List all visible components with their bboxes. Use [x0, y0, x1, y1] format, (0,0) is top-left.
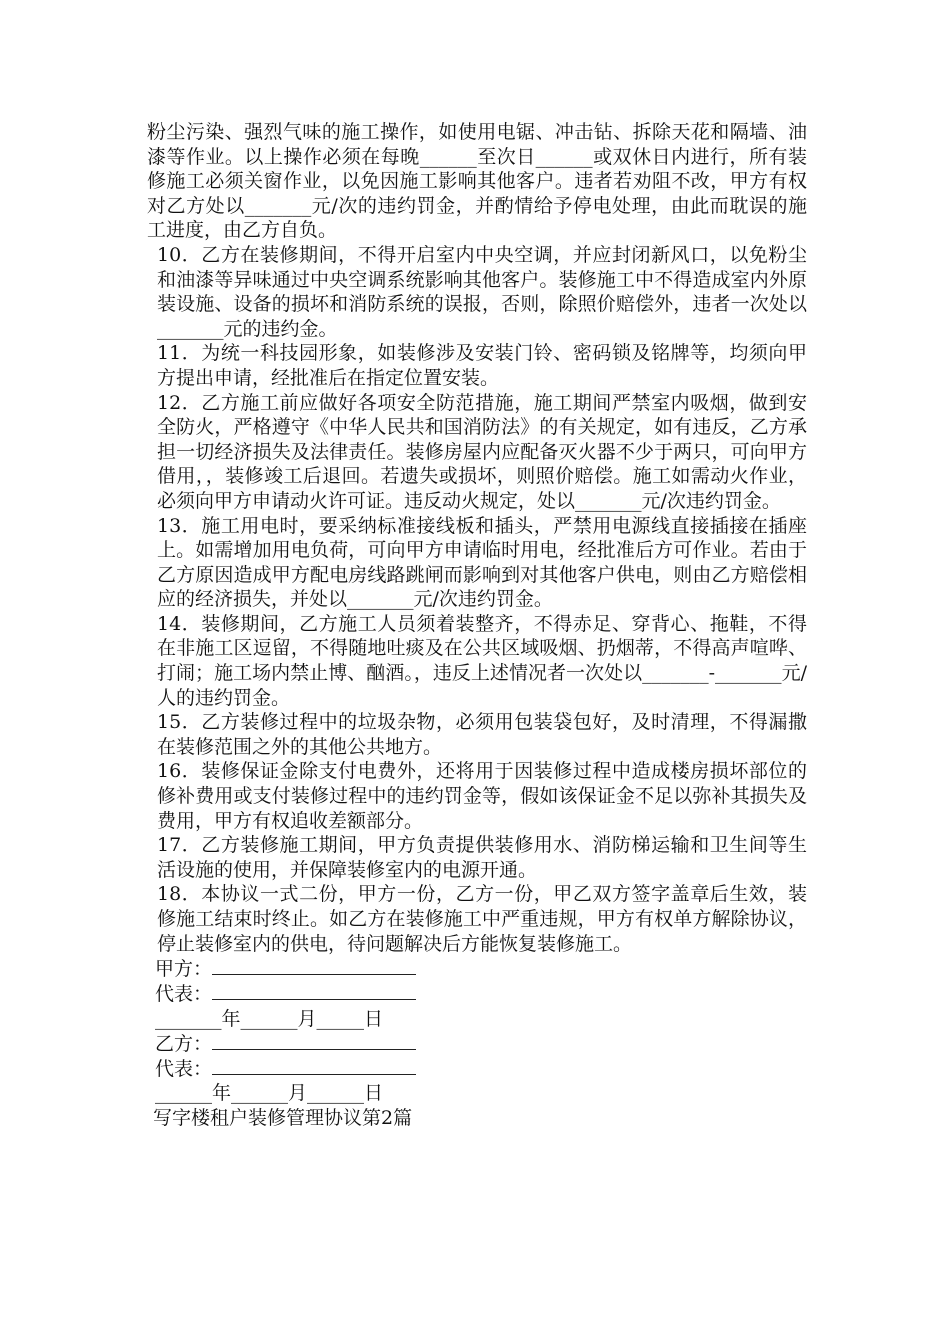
clause-14: 14．装修期间，乙方施工人员须着装整齐，不得赤足、穿背心、拖鞋，不得在非施工区逗留，不得随地吐痰及在公共区域吸烟、扔烟蒂，不得高声喧哗、打闹；施工场内禁止博、酗酒。，违反上述情况者一次处以_______-_______元/人的违约罚金。: [157, 612, 807, 709]
document-page: [147, 120, 807, 1131]
date-a: _______年______月_____日: [155, 1007, 384, 1030]
party-b-signature-line: [212, 1031, 416, 1050]
clause-11: 11．为统一科技园形象，如装修涉及安装门铃、密码锁及铭牌等，均须向甲方提出申请，经批准后在指定位置安装。: [157, 342, 807, 389]
rep-a-signature-line: [212, 981, 416, 1000]
clause-18: 18．本协议一式二份，甲方一份，乙方一份，甲乙双方签字盖章后生效，装修施工结束时终止。如乙方在装修施工中严重违规，甲方有权单方解除协议，停止装修室内的供电，待问题解决后方能恢复装修施工。: [157, 883, 807, 955]
rep-a-label: 代表：: [155, 983, 213, 1006]
party-b-label: 乙方：: [155, 1032, 213, 1055]
next-section-title: 写字楼租户装修管理协议第2篇: [153, 1107, 413, 1130]
clause-15: 15．乙方装修过程中的垃圾杂物，必须用包装袋包好，及时清理，不得漏撒在装修范围之外的其他公共地方。: [157, 711, 807, 758]
clause-9-continuation: 粉尘污染、强烈气味的施工操作，如使用电锯、冲击钻、拆除天花和隔墙、油漆等作业。以上操作必须在每晚______至次日______或双休日内进行，所有装修施工必须关窗作业，以免因施工影响其他客户。违者若劝阻不改，甲方有权对乙方处以_______元/次的违约罚金，并酌情给予停电处理，由此而耽误的施工进度，由乙方自负。: [147, 121, 807, 242]
clause-10: 10．乙方在装修期间，不得开启室内中央空调，并应封闭新风口，以免粉尘和油漆等异味通过中央空调系统影响其他客户。装修施工中不得造成室内外原装设施、设备的损坏和消防系统的误报，否则，除照价赔偿外，违者一次处以_______元的违约金。: [157, 243, 807, 340]
rep-b-label: 代表：: [155, 1058, 213, 1080]
party-a-row: [147, 956, 807, 981]
clause-13: 13．施工用电时，要采纳标准接线板和插头，严禁用电源线直接插接在插座上。如需增加用电负荷，可向甲方申请临时用电，经批准后方可作业。若由于乙方原因造成甲方配电房线路跳闸而影响到对其他客户供电，则由乙方赔偿相应的经济损失，并处以_______元/次违约罚金。: [157, 514, 807, 611]
rep-a-row: [147, 981, 807, 1006]
date-b: ______年______月______日: [155, 1082, 384, 1105]
clause-16: 16．装修保证金除支付电费外，还将用于因装修过程中造成楼房损坏部位的修补费用或支付装修过程中的违约罚金等，假如该保证金不足以弥补其损失及费用，甲方有权追收差额部分。: [157, 760, 807, 832]
party-a-signature-line: [212, 956, 416, 975]
rep-b-row: [147, 1056, 807, 1081]
party-b-row: [147, 1031, 807, 1056]
rep-b-signature-line: [212, 1056, 416, 1075]
party-a-label: 甲方：: [155, 958, 213, 981]
clause-12: 12．乙方施工前应做好各项安全防范措施，施工期间严禁室内吸烟，做到安全防火，严格遵守《中华人民共和国消防法》的有关规定，如有违反，乙方承担一切经济损失及法律责任。装修房屋内应配备灭火器不少于两只，可向甲方借用，，装修竣工后退回。若遗失或损坏，则照价赔偿。施工如需动火作业，必须向甲方申请动火许可证。违反动火规定，处以_______元/次违约罚金。: [157, 391, 807, 512]
clause-17: 17．乙方装修施工期间，甲方负责提供装修用水、消防梯运输和卫生间等生活设施的使用，并保障装修室内的电源开通。: [157, 834, 807, 881]
